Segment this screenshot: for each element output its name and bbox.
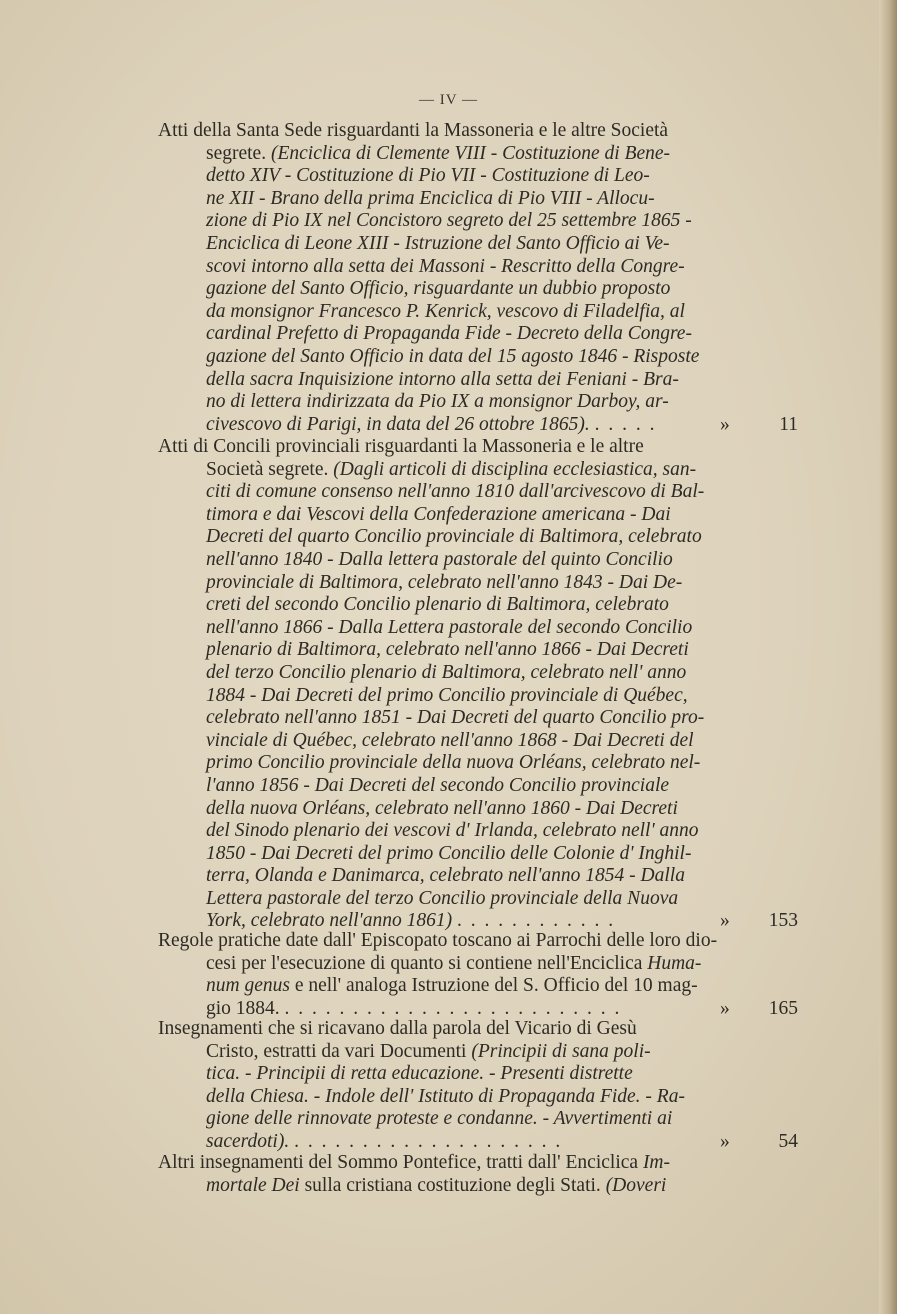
entry-line: del Sinodo plenario dei vescovi d' Irlanda, celebrato nell' anno xyxy=(206,820,699,842)
entry-line: tica. - Principii di retta educazione. - Presenti distrette xyxy=(206,1063,633,1085)
page-reference xyxy=(720,998,798,1021)
toc-entry-1 xyxy=(158,120,798,436)
entry-line: cardinal Prefetto di Propaganda Fide - Decreto della Congre- xyxy=(206,323,692,345)
entry-line: citi di comune consenso nell'anno 1810 dall'arcivescovo di Bal- xyxy=(206,481,705,503)
entry-line: num genus e nell' analoga Istruzione del S. Officio del 10 mag- xyxy=(206,975,698,997)
entry-line: del terzo Concilio plenario di Baltimora, celebrato nell' anno xyxy=(206,661,687,683)
entry-line: plenario di Baltimora, celebrato nell'anno 1866 - Dai Decreti xyxy=(206,639,689,661)
entry-line: 1884 - Dai Decreti del primo Concilio provinciale di Québec, xyxy=(206,684,688,706)
entry-line: civescovo di Parigi, in data del 26 ottobre 1865). . . . . . » 11 xyxy=(206,413,798,435)
entry-line: Enciclica di Leone XIII - Istruzione del Santo Officio ai Ve- xyxy=(206,232,670,254)
entry-line: da monsignor Francesco P. Kenrick, vescovo di Filadelfia, al xyxy=(206,300,685,322)
entry-line: della Chiesa. - Indole dell' Istituto di Propaganda Fide. - Ra- xyxy=(206,1085,685,1107)
entry-line: gazione del Santo Officio in data del 15 agosto 1846 - Risposte xyxy=(206,345,700,367)
page-reference xyxy=(720,1131,798,1154)
entry-line: 1850 - Dai Decreti del primo Concilio delle Colonie d' Inghil- xyxy=(206,842,692,864)
page-folio: — IV — xyxy=(418,92,479,108)
page-number: 54 xyxy=(778,1130,798,1152)
entry-line: vinciale di Québec, celebrato nell'anno 1868 - Dai Decreti del xyxy=(206,729,694,751)
entry-line xyxy=(158,1018,798,1041)
entry-line: della nuova Orléans, celebrato nell'anno 1860 - Dai Decreti xyxy=(206,797,678,819)
entry-line: nell'anno 1840 - Dalla lettera pastorale del quinto Concilio xyxy=(206,548,673,570)
entry-heading: Altri insegnamenti del Sommo Pontefice, tratti dall' Enciclica xyxy=(158,1152,639,1173)
entry-line: no di lettera indirizzata da Pio IX a monsignor Darboy, ar- xyxy=(206,391,669,413)
entry-line: mortale Dei sulla cristiana costituzione degli Stati. (Doveri xyxy=(206,1174,667,1196)
entry-heading: Insegnamenti che si ricavano dalla parola del Vicario di Gesù xyxy=(158,1018,637,1039)
dot-leader: . . . . . xyxy=(594,413,657,435)
entry-line: Società segrete. (Dagli articoli di disciplina ecclesiastica, san- xyxy=(206,458,697,480)
entry-line: l'anno 1856 - Dai Decreti del secondo Concilio provinciale xyxy=(206,774,670,796)
ditto-mark: » xyxy=(720,910,730,932)
ditto-mark: » xyxy=(720,997,730,1019)
entry-line: cesi per l'esecuzione di quanto si contiene nell'Enciclica Huma- xyxy=(206,952,702,974)
toc-entry-3 xyxy=(158,930,798,1020)
entry-line: Altri insegnamenti del Sommo Pontefice, tratti dall' Enciclica Im- xyxy=(158,1152,671,1173)
ditto-mark: » xyxy=(720,1130,730,1152)
ditto-mark: » xyxy=(720,413,730,435)
toc-entry-4 xyxy=(158,1018,798,1154)
entry-heading: Atti della Santa Sede risguardanti la Massoneria e le altre Società xyxy=(158,120,669,141)
entry-line: York, celebrato nell'anno 1861) . . . . . . . . . . . . » 153 xyxy=(206,910,798,932)
toc-entry-5 xyxy=(158,1152,798,1197)
page-number: 11 xyxy=(779,413,798,435)
entry-line: scovi intorno alla setta dei Massoni - Rescritto della Congre- xyxy=(206,255,685,277)
entry-line: Decreti del quarto Concilio provinciale di Baltimora, celebrato xyxy=(206,526,702,548)
entry-line: sacerdoti). . . . . . . . . . . . . . . . . . . . . » 54 xyxy=(206,1130,798,1152)
entry-heading: Atti di Concili provinciali risguardanti la Massoneria e le altre xyxy=(158,436,644,457)
entry-line: primo Concilio provinciale della nuova Orléans, celebrato nel- xyxy=(206,752,701,774)
entry-line: segrete. (Enciclica di Clemente VIII - Costituzione di Bene- xyxy=(206,142,671,164)
entry-line: gazione del Santo Officio, risguardante un dubbio proposto xyxy=(206,278,671,300)
entry-line xyxy=(158,930,798,953)
entry-line: Lettera pastorale del terzo Concilio provinciale della Nuova xyxy=(206,887,679,909)
page-reference xyxy=(720,414,798,437)
dot-leader: . . . . . . . . . . . . . . . . . . . . . . . . . xyxy=(284,997,622,1019)
entry-heading: Regole pratiche date dall' Episcopato toscano ai Parrochi delle loro dio- xyxy=(158,930,718,951)
entry-line: provinciale di Baltimora, celebrato nell'anno 1843 - Dai De- xyxy=(206,571,683,593)
page-number: 165 xyxy=(768,997,798,1019)
entry-line xyxy=(158,120,798,143)
entry-line: zione di Pio IX nel Concistoro segreto del 25 settembre 1865 - xyxy=(206,210,692,232)
entry-line: creti del secondo Concilio plenario di Baltimora, celebrato xyxy=(206,594,669,616)
entry-line xyxy=(158,436,798,459)
entry-line: detto XIV - Costituzione di Pio VII - Costituzione di Leo- xyxy=(206,165,650,187)
toc-entry-2 xyxy=(158,436,798,933)
page-number: 153 xyxy=(768,910,798,932)
entry-line: gione delle rinnovate proteste e condanne. - Avvertimenti ai xyxy=(206,1108,673,1130)
page-edge-shadow xyxy=(879,0,897,1314)
dot-leader: . . . . . . . . . . . . . . . . . . . . xyxy=(294,1130,563,1152)
entry-line: gio 1884. . . . . . . . . . . . . . . . . . . . . . . . . . » 165 xyxy=(206,997,798,1019)
entry-line: ne XII - Brano della prima Enciclica di Pio VIII - Allocu- xyxy=(206,187,655,209)
entry-line: nell'anno 1866 - Dalla Lettera pastorale del secondo Concilio xyxy=(206,616,693,638)
entry-line: celebrato nell'anno 1851 - Dai Decreti del quarto Concilio pro- xyxy=(206,707,705,729)
entry-line: terra, Olanda e Danimarca, celebrato nell'anno 1854 - Dalla xyxy=(206,865,685,887)
entry-line: timora e dai Vescovi della Confederazione americana - Dai xyxy=(206,503,671,525)
entry-line: della sacra Inquisizione intorno alla setta dei Feniani - Bra- xyxy=(206,368,679,390)
entry-line: Cristo, estratti da vari Documenti (Principii di sana poli- xyxy=(206,1040,651,1062)
dot-leader: . . . . . . . . . . . . xyxy=(456,910,616,932)
